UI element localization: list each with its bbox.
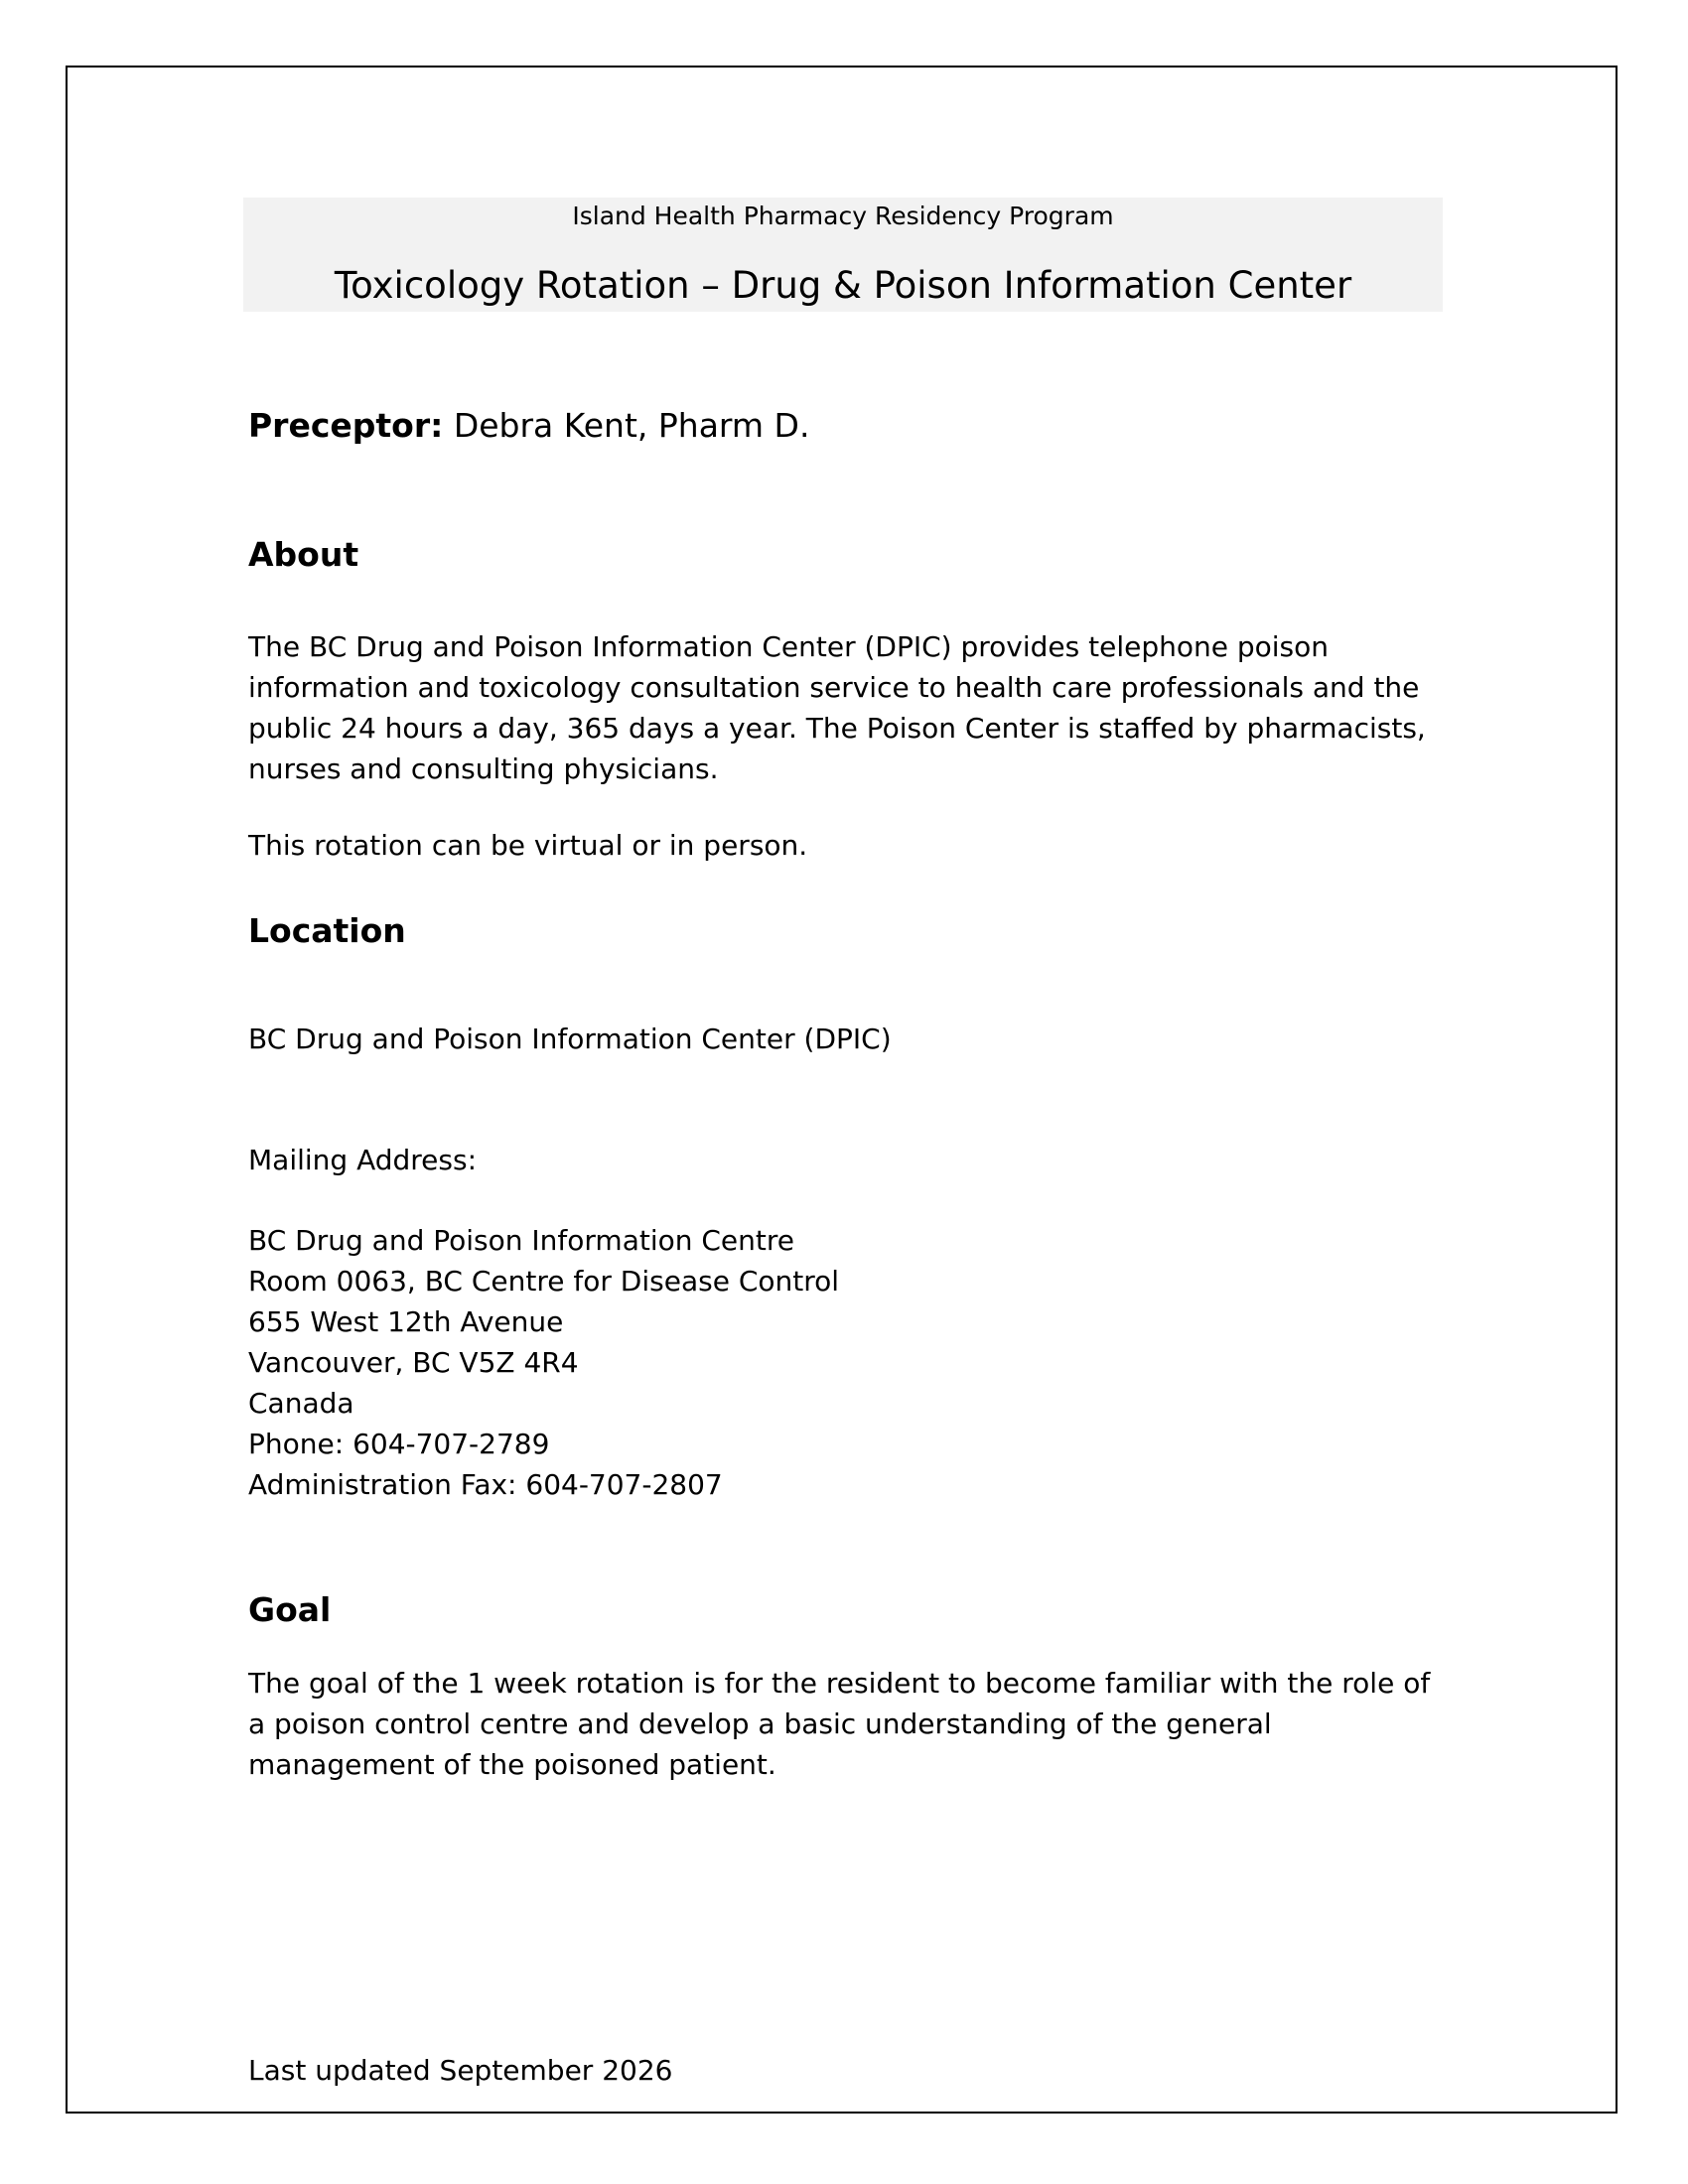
fax-line: Administration Fax: 604-707-2807: [248, 1468, 723, 1501]
address-line: Vancouver, BC V5Z 4R4: [248, 1346, 579, 1379]
goal-heading: Goal: [248, 1590, 332, 1629]
address-line: 655 West 12th Avenue: [248, 1305, 564, 1338]
page-border: [66, 66, 1618, 2114]
program-name: Island Health Pharmacy Residency Program: [572, 202, 1114, 230]
address-line: Room 0063, BC Centre for Disease Control: [248, 1265, 840, 1297]
location-name: BC Drug and Poison Information Center (DPIC): [248, 1023, 892, 1055]
about-rotation-note: This rotation can be virtual or in person.: [248, 829, 808, 862]
about-heading: About: [248, 535, 359, 574]
last-updated: Last updated September 2026: [248, 2054, 673, 2087]
about-paragraph: The BC Drug and Poison Information Center (DPIC) provides telephone poison information and toxicology consultation service to health care professionals and the public 24 hours a day, 365 days a year. The Poison Center is staffed by pharmacists, nurses and consulting physicians.: [248, 630, 1426, 785]
preceptor-label: Preceptor:: [248, 406, 444, 445]
mailing-address-label: Mailing Address:: [248, 1144, 478, 1176]
location-heading: Location: [248, 911, 406, 950]
mailing-address: [248, 1220, 1440, 1505]
address-line: Canada: [248, 1387, 354, 1420]
preceptor-name: Debra Kent, Pharm D.: [443, 406, 810, 445]
phone-line: Phone: 604-707-2789: [248, 1428, 550, 1460]
page-title: Toxicology Rotation – Drug & Poison Information Center: [334, 264, 1352, 307]
address-line: BC Drug and Poison Information Centre: [248, 1224, 795, 1257]
goal-paragraph: The goal of the 1 week rotation is for the resident to become familiar with the role of a poison control centre and develop a basic understanding of the general management of the poisoned patient.: [248, 1667, 1431, 1781]
preceptor-line: [248, 402, 809, 450]
